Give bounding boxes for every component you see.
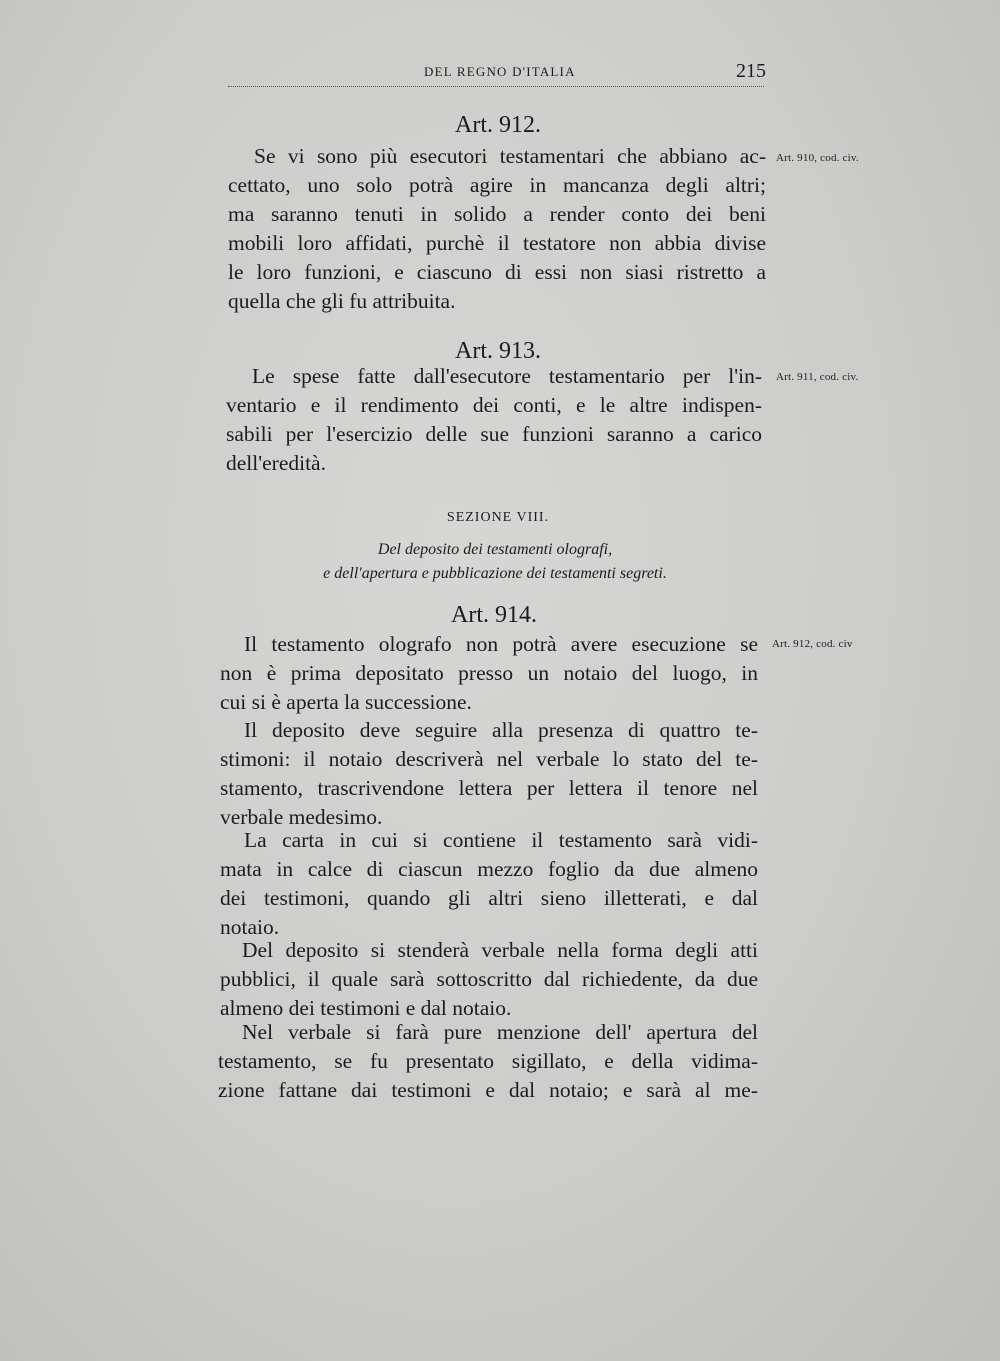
text-line: cui si è aperta la successione. xyxy=(220,690,472,714)
article-914-paragraph-2 xyxy=(220,716,758,832)
article-912-text xyxy=(228,142,766,316)
text-line: Il deposito deve seguire alla presenza di quattro te- xyxy=(244,718,758,742)
text-line: testamento, se fu presentato sigillato, e della vidima- xyxy=(218,1049,758,1073)
text-line: verbale medesimo. xyxy=(220,805,383,829)
text-line: mobili loro affidati, purchè il testatore non abbia divise xyxy=(228,231,766,255)
text-line: Se vi sono più esecutori testamentari che abbiano ac- xyxy=(254,144,766,168)
article-914-paragraph-5 xyxy=(218,1018,758,1105)
text-line: zione fattane dai testimoni e dal notaio; e sarà al me- xyxy=(218,1078,758,1102)
text-line: almeno dei testimoni e dal notaio. xyxy=(220,996,512,1020)
text-line: stamento, trascrivendone lettera per lettera il tenore nel xyxy=(220,776,758,800)
text-line: mata in calce di ciascun mezzo foglio da due almeno xyxy=(220,857,758,881)
article-912-margin-note: Art. 910, cod. civ. xyxy=(776,152,859,164)
text-line: pubblici, il quale sarà sottoscritto dal richiedente, da due xyxy=(220,967,758,991)
text-line: ventario e il rendimento dei conti, e le altre indispen- xyxy=(226,393,762,417)
article-912-heading: Art. 912. xyxy=(455,112,541,138)
page-number: 215 xyxy=(736,60,766,82)
section-subtitle-2: e dell'apertura e pubblicazione dei testamenti segreti. xyxy=(323,565,667,582)
running-title: DEL REGNO D'ITALIA xyxy=(424,64,576,79)
article-914-margin-note: Art. 912, cod. civ xyxy=(772,638,853,650)
article-914-paragraph-1 xyxy=(220,630,758,717)
text-line: dei testimoni, quando gli altri sieno illetterati, e dal xyxy=(220,886,758,910)
page-header xyxy=(228,62,768,88)
text-line: sabili per l'esercizio delle sue funzioni saranno a carico xyxy=(226,422,762,446)
article-914-paragraph-3 xyxy=(220,826,758,942)
text-line: ma saranno tenuti in solido a render conto dei beni xyxy=(228,202,766,226)
text-line: notaio. xyxy=(220,915,280,939)
article-914-heading: Art. 914. xyxy=(451,602,537,628)
header-rule xyxy=(228,86,764,87)
text-line: Nel verbale si farà pure menzione dell' apertura del xyxy=(242,1020,758,1044)
text-line: Il testamento olografo non potrà avere esecuzione se xyxy=(244,632,758,656)
text-line: dell'eredità. xyxy=(226,451,326,475)
text-line: stimoni: il notaio descriverà nel verbale lo stato del te- xyxy=(220,747,758,771)
text-line: Le spese fatte dall'esecutore testamentario per l'in- xyxy=(252,364,762,388)
text-line: quella che gli fu attribuita. xyxy=(228,289,456,313)
article-914-paragraph-4 xyxy=(220,936,758,1023)
article-913-heading: Art. 913. xyxy=(455,338,541,364)
section-title: SEZIONE VIII. xyxy=(446,510,550,525)
text-line: non è prima depositato presso un notaio del luogo, in xyxy=(220,661,758,685)
text-line: La carta in cui si contiene il testamento sarà vidi- xyxy=(244,828,758,852)
article-913-text xyxy=(226,362,762,478)
text-line: Del deposito si stenderà verbale nella forma degli atti xyxy=(242,938,758,962)
text-line: cettato, uno solo potrà agire in mancanza degli altri; xyxy=(228,173,766,197)
text-line: le loro funzioni, e ciascuno di essi non siasi ristretto a xyxy=(228,260,766,284)
article-913-margin-note: Art. 911, cod. civ. xyxy=(776,371,859,383)
section-subtitle-1: Del deposito dei testamenti olografi, xyxy=(377,541,613,558)
